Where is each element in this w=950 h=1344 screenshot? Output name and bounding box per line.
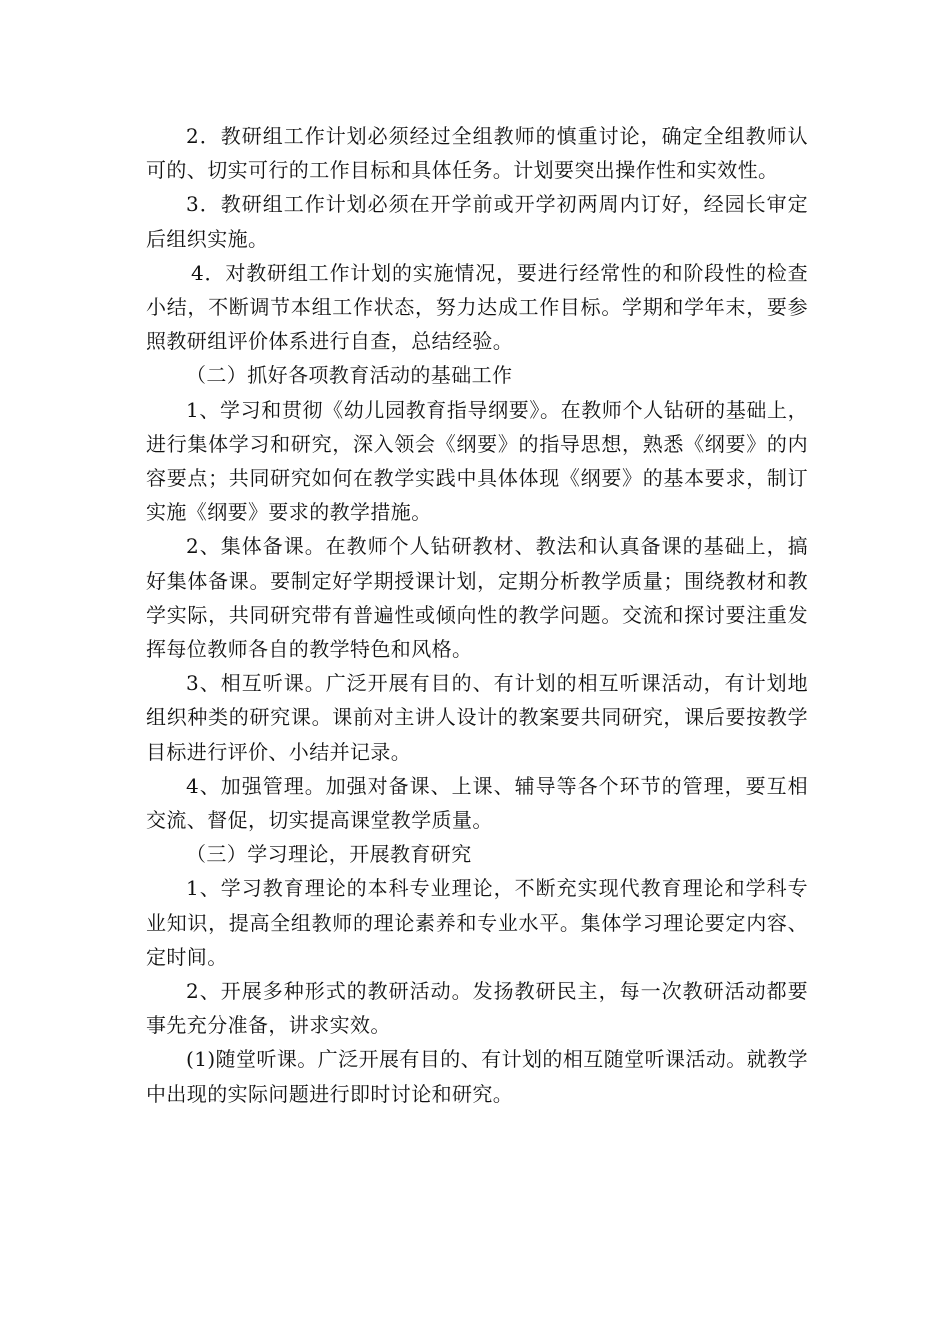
section-heading-foundation-work: （二）抓好各项教育活动的基础工作	[186, 363, 513, 388]
paragraph-study-theory: 1、学习教育理论的本科专业理论，不断充实现代教育理论和学科专业知识，提高全组教师的理论素养和专业水平。集体学习理论要定内容、定时间。	[146, 876, 808, 969]
document-page	[146, 119, 808, 1111]
paragraph-plan-discussion: 2．教研组工作计划必须经过全组教师的慎重讨论，确定全组教师认可的、切实可行的工作目标和具体任务。计划要突出操作性和实效性。	[146, 124, 808, 183]
paragraph-plan-timing: 3．教研组工作计划必须在开学前或开学初两周内订好，经园长审定后组织实施。	[146, 192, 808, 251]
section-heading-theory-research: （三）学习理论，开展教育研究	[186, 842, 472, 867]
paragraph-strengthen-management: 4、加强管理。加强对备课、上课、辅导等各个环节的管理，要互相交流、督促，切实提高课堂教学质量。	[146, 773, 808, 833]
paragraph-research-activities: 2、开展多种形式的教研活动。发扬教研民主，每一次教研活动都要事先充分准备，讲求实效。	[146, 979, 808, 1038]
paragraph-collective-lesson-prep: 2、集体备课。在教师个人钻研教材、教法和认真备课的基础上，搞好集体备课。要制定好学期授课计划，定期分析教学质量；围绕教材和教学实际，共同研究带有普遍性或倾向性的教学问题。交流和探讨要注重发挥每位教师各自的教学特色和风格。	[146, 534, 808, 662]
paragraph-study-guidelines: 1、学习和贯彻《幼儿园教育指导纲要》。在教师个人钻研的基础上，进行集体学习和研究，深入领会《纲要》的指导思想，熟悉《纲要》的内容要点；共同研究如何在教学实践中具体体现《纲要》的基本要求，制订实施《纲要》要求的教学措施。	[146, 397, 808, 525]
paragraph-classroom-observation: (1)随堂听课。广泛开展有目的、有计划的相互随堂听课活动。就教学中出现的实际问题进行即时讨论和研究。	[146, 1047, 808, 1106]
paragraph-peer-observation: 3、相互听课。广泛开展有目的、有计划的相互听课活动，有计划地组织种类的研究课。课前对主讲人设计的教案要共同研究，课后要按教学目标进行评价、小结并记录。	[146, 671, 808, 764]
paragraph-plan-review: 4．对教研组工作计划的实施情况，要进行经常性的和阶段性的检查小结，不断调节本组工作状态，努力达成工作目标。学期和学年末，要参照教研组评价体系进行自查，总结经验。	[146, 260, 808, 354]
